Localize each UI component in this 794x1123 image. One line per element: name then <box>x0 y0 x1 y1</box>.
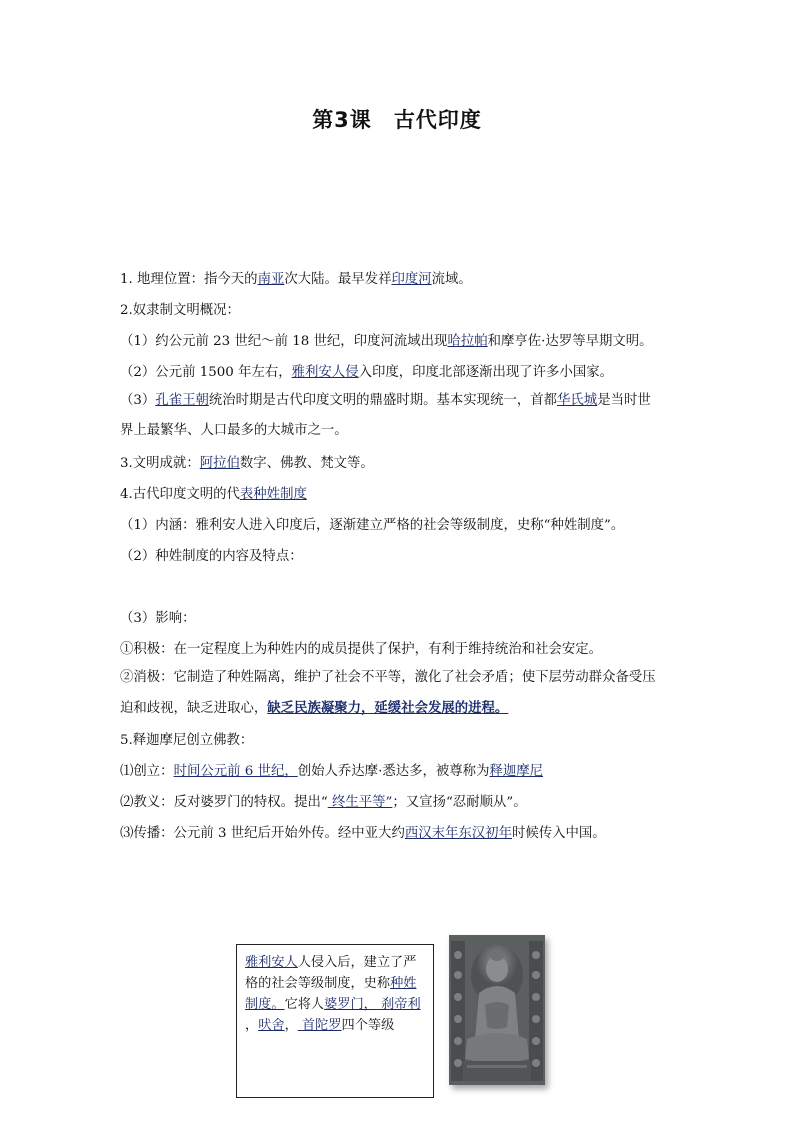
section-slavery-heading: 2.奴隶制文明概况： <box>120 303 240 318</box>
item-early-civilization: （1）约公元前 23 世纪～前 18 世纪，印度河流域出现哈拉帕和摩亨佐·达罗等早期文明。 <box>120 334 653 349</box>
item-impact-negative: ②消极：它制造了种姓隔离，维护了社会不平等，激化了社会矛盾；使下层劳动群众备受压 <box>120 670 656 685</box>
item-caste-content: （2）种姓制度的内容及特点： <box>120 549 303 564</box>
fill-6th-century: 时间公元前 6 世纪， <box>173 764 298 779</box>
item-buddhism-doctrine: ⑵教义：反对婆罗门的特权。提出“ 终生平等”；又宣扬“忍耐顺从”。 <box>120 795 527 810</box>
item-caste-impact: （3）影响： <box>120 611 196 626</box>
item-maurya: （3）孔雀王朝统治时期是古代印度文明的鼎盛时期。基本实现统一，首都华氏城是当时世 <box>120 393 651 408</box>
fill-pataliputra: 华氏城 <box>557 393 598 408</box>
caste-text-box: 雅利安人人侵入后，建立了严格的社会等级制度，史称种姓制度。它将人婆罗门， 刹帝利 ，吠舍， 首陀罗四个等级 <box>236 944 434 1098</box>
item-buddhism-founding: ⑴创立：时间公元前 6 世纪，创始人乔达摩·悉达多，被尊称为释迦摩尼 <box>120 764 544 779</box>
item-impact-positive: ①积极：在一定程度上为种姓内的成员提供了保护，有利于维持统治和社会安定。 <box>120 642 603 657</box>
item-aryan-invasion: （2）公元前 1500 年左右，雅利安人侵入印度，印度北部逐渐出现了许多小国家。 <box>120 365 614 380</box>
item-buddhism-spread: ⑶传播：公元前 3 世纪后开始外传。经中亚大约西汉末年东汉初年时候传入中国。 <box>120 826 606 841</box>
fill-equality: 终生平等” <box>327 795 393 810</box>
section-geography: 1. 地理位置：指今天的南亚次大陆。最早发祥印度河流域。 <box>120 272 472 287</box>
fill-aryan: 雅利安人侵 <box>291 365 359 380</box>
fill-caste-system: 表种姓制度 <box>239 487 307 502</box>
page-title <box>0 104 794 134</box>
item-caste-meaning: （1）内涵：雅利安人进入印度后，逐渐建立严格的社会等级制度，史称“种姓制度”。 <box>120 518 625 533</box>
fill-maurya: 孔雀王朝 <box>155 393 209 408</box>
fill-negative-effect: 缺乏民族凝聚力，延缓社会发展的进程。 <box>267 700 509 716</box>
item-impact-negative-cont: 迫和歧视，缺乏进取心，缺乏民族凝聚力，延缓社会发展的进程。 <box>120 700 509 716</box>
section-achievements: 3.文明成就：阿拉伯数字、佛教、梵文等。 <box>120 456 374 471</box>
section-buddhism-heading: 5.释迦摩尼创立佛教： <box>120 733 254 748</box>
item-maurya-cont: 界上最繁华、人口最多的大城市之一。 <box>120 423 348 438</box>
fill-sakyamuni: 释迦摩尼 <box>489 764 544 779</box>
fill-han-period: 西汉末年东汉初年 <box>404 826 512 841</box>
buddha-statue-icon <box>449 935 545 1085</box>
fill-arabic: 阿拉伯 <box>199 456 240 471</box>
fill-harappa: 哈拉帕 <box>447 334 488 349</box>
lesson-number: 第3课 <box>312 108 372 132</box>
document-body <box>120 264 680 849</box>
fill-south-asia: 南亚 <box>257 272 285 287</box>
buddha-statue-image <box>449 935 545 1085</box>
fill-indus-river: 印度河 <box>391 272 432 287</box>
lesson-name: 古代印度 <box>393 108 482 132</box>
section-caste-heading: 4.古代印度文明的代表种姓制度 <box>120 487 307 502</box>
